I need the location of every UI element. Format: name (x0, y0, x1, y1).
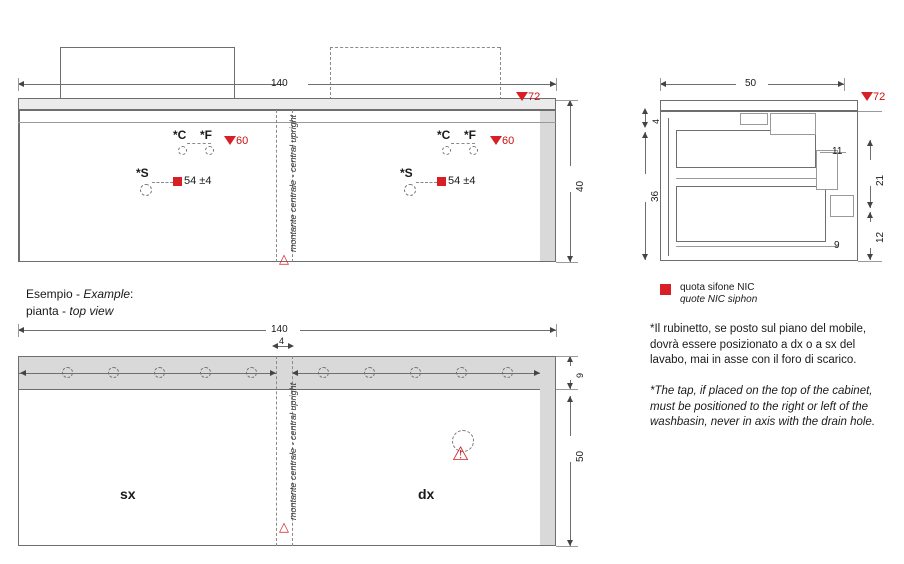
label-sx: sx (120, 486, 136, 502)
tap-hole-left-c (178, 146, 187, 155)
siphon-right-dim: 54 ±4 (448, 175, 476, 187)
side-dim-12-arrow-up (867, 212, 873, 218)
tap-hole-right-f (469, 146, 478, 155)
front-dashed-left-edge (330, 47, 331, 105)
side-dim-36-lower (645, 202, 646, 260)
top-dim-140-right (300, 330, 556, 331)
dim-40-ext-bottom (556, 262, 578, 263)
dim-40-front: 40 (575, 180, 586, 192)
side-drawer-lower (676, 186, 826, 242)
siphon-hole-right (404, 184, 416, 196)
top-dim-140: 140 (271, 324, 288, 335)
label-front-right-f: *F (464, 128, 476, 142)
side-ext-right-bottom (858, 261, 882, 262)
warning-icon-drain: ⚠ (452, 444, 470, 465)
siphon-left-leader (152, 182, 173, 183)
top-inner-arrow-left (20, 370, 26, 376)
top-view-title-en: Example (83, 287, 131, 301)
tap-right-leader (451, 143, 475, 144)
side-lead-9 (812, 246, 836, 247)
siphon-right-leader (416, 182, 437, 183)
ext-line-left (18, 78, 19, 91)
top-dim-50-arrow-up (567, 396, 573, 402)
marker-60-right-triangle (490, 136, 502, 145)
ext-line-right (556, 78, 557, 91)
top-dim-50-lower (570, 462, 571, 546)
front-inner-line (18, 122, 556, 123)
marker-72-side-label: 72 (873, 91, 886, 103)
side-ext-right-top (858, 111, 882, 112)
side-divider-line (676, 178, 838, 179)
top-dim-4-arrow-left (272, 343, 278, 349)
side-dim-36-arrow-down (642, 254, 648, 260)
side-dim-21-arrow-up (867, 140, 873, 146)
top-ext-strip (556, 389, 578, 390)
side-dim-4-arrow-up (642, 108, 648, 114)
top-inner-arrow-left-line (18, 373, 276, 374)
dim-line-140-right (308, 84, 556, 85)
tap-left-leader (187, 143, 211, 144)
top-view-subtitle (26, 304, 113, 318)
dim-140-front: 140 (271, 78, 288, 89)
top-inner-arrow-right-line (292, 373, 540, 374)
top-central-upright-a (276, 356, 277, 546)
marker-60-right-label: 60 (502, 135, 515, 147)
label-front-left-c: *C (173, 128, 187, 142)
front-dashed-top-edge (330, 47, 500, 48)
label-dx: dx (418, 486, 435, 502)
marker-72-front-label: 72 (528, 91, 541, 103)
side-ext-left (660, 78, 661, 91)
marker-72-side-triangle (861, 92, 873, 101)
dim-line-140-left (18, 84, 284, 85)
side-top-band (660, 100, 858, 111)
side-inner-vertical (668, 118, 669, 256)
front-dashed-right-edge (500, 47, 501, 105)
marker-60-left-label: 60 (236, 135, 249, 147)
front-upper-panel (60, 47, 235, 105)
siphon-left-dim: 54 ±4 (184, 175, 212, 187)
front-body-edge (18, 110, 20, 262)
side-dim-4-arrow-down (642, 122, 648, 128)
marker-60-left-triangle (224, 136, 236, 145)
side-dim-36-upper (645, 132, 646, 174)
legend-label-en: quote NIC siphon (680, 294, 758, 305)
front-top-band (18, 98, 556, 110)
legend-swatch (660, 284, 671, 295)
top-ext-right (556, 324, 557, 337)
legend-label-it: quota sifone NIC (680, 282, 755, 293)
central-upright-line-a (276, 110, 277, 262)
top-ext-bottom (556, 546, 578, 547)
side-dim-21: 21 (875, 174, 886, 186)
warning-icon-front: △ (279, 251, 289, 266)
top-dim-4: 4 (279, 336, 285, 346)
top-dim-50: 50 (575, 450, 586, 462)
siphon-hole-left (140, 184, 152, 196)
top-inner-arrow-right (534, 370, 540, 376)
side-detail-d (830, 195, 854, 217)
top-dim-9: 9 (575, 372, 585, 378)
siphon-marker-left (173, 177, 182, 186)
tap-hole-left-f (205, 146, 214, 155)
siphon-marker-right (437, 177, 446, 186)
central-upright-label-front: montante centrale - central upright (288, 114, 298, 252)
central-upright-label-top: montante centrale - central upright (288, 382, 298, 520)
top-view-right-shade (540, 389, 555, 545)
label-front-left-s: *S (136, 166, 149, 180)
side-dim-36-arrow-up (642, 132, 648, 138)
note-italian: *Il rubinetto, se posto sul piano del mobile, dovrà essere posizionato a dx o a sx del lavabo, mai in asse con il foro di scarico. (650, 323, 867, 366)
label-front-right-c: *C (437, 128, 451, 142)
top-dim-50-upper (570, 396, 571, 436)
side-detail-a (740, 113, 768, 125)
side-dim-12-arrow-down (867, 254, 873, 260)
side-drawer-upper (676, 130, 816, 168)
top-view-title (26, 287, 133, 301)
dim-40-line-lower (570, 192, 571, 262)
side-dim-50: 50 (745, 78, 757, 89)
side-ext-right (844, 78, 845, 91)
top-view-title-colon: : (130, 287, 134, 301)
side-dim-50-right (768, 84, 844, 85)
side-dim-50-left (660, 84, 736, 85)
dim-40-line-upper (570, 100, 571, 166)
top-view-strip-line (18, 389, 556, 390)
side-detail-b (770, 113, 816, 135)
side-dim-9: 9 (834, 240, 840, 251)
side-dim-12: 12 (875, 231, 886, 243)
front-right-shade (540, 111, 555, 261)
dim-40-ext-top (556, 100, 578, 101)
label-front-left-f: *F (200, 128, 212, 142)
tap-hole-right-c (442, 146, 451, 155)
top-ext-top2 (556, 356, 578, 357)
marker-72-front-triangle (516, 92, 528, 101)
side-dim-36: 36 (650, 190, 661, 202)
side-dim-21-arrow-down (867, 202, 873, 208)
note-english: *The tap, if placed on the top of the cabinet, must be positioned to the right or left of the washbasin, never in axis with the drain hole. (650, 385, 876, 428)
top-ext-left (18, 324, 19, 337)
label-front-right-s: *S (400, 166, 413, 180)
side-dim-4: 4 (651, 118, 661, 124)
top-dim-4-arrow-right (288, 343, 294, 349)
side-dim-11: 11 (832, 146, 843, 157)
warning-icon-top: △ (279, 519, 289, 534)
top-view-subtitle-en: top view (69, 304, 114, 318)
top-dim-140-left (18, 330, 266, 331)
top-view-subtitle-it: pianta - (26, 304, 70, 318)
top-view-title-it: Esempio - (26, 287, 84, 301)
